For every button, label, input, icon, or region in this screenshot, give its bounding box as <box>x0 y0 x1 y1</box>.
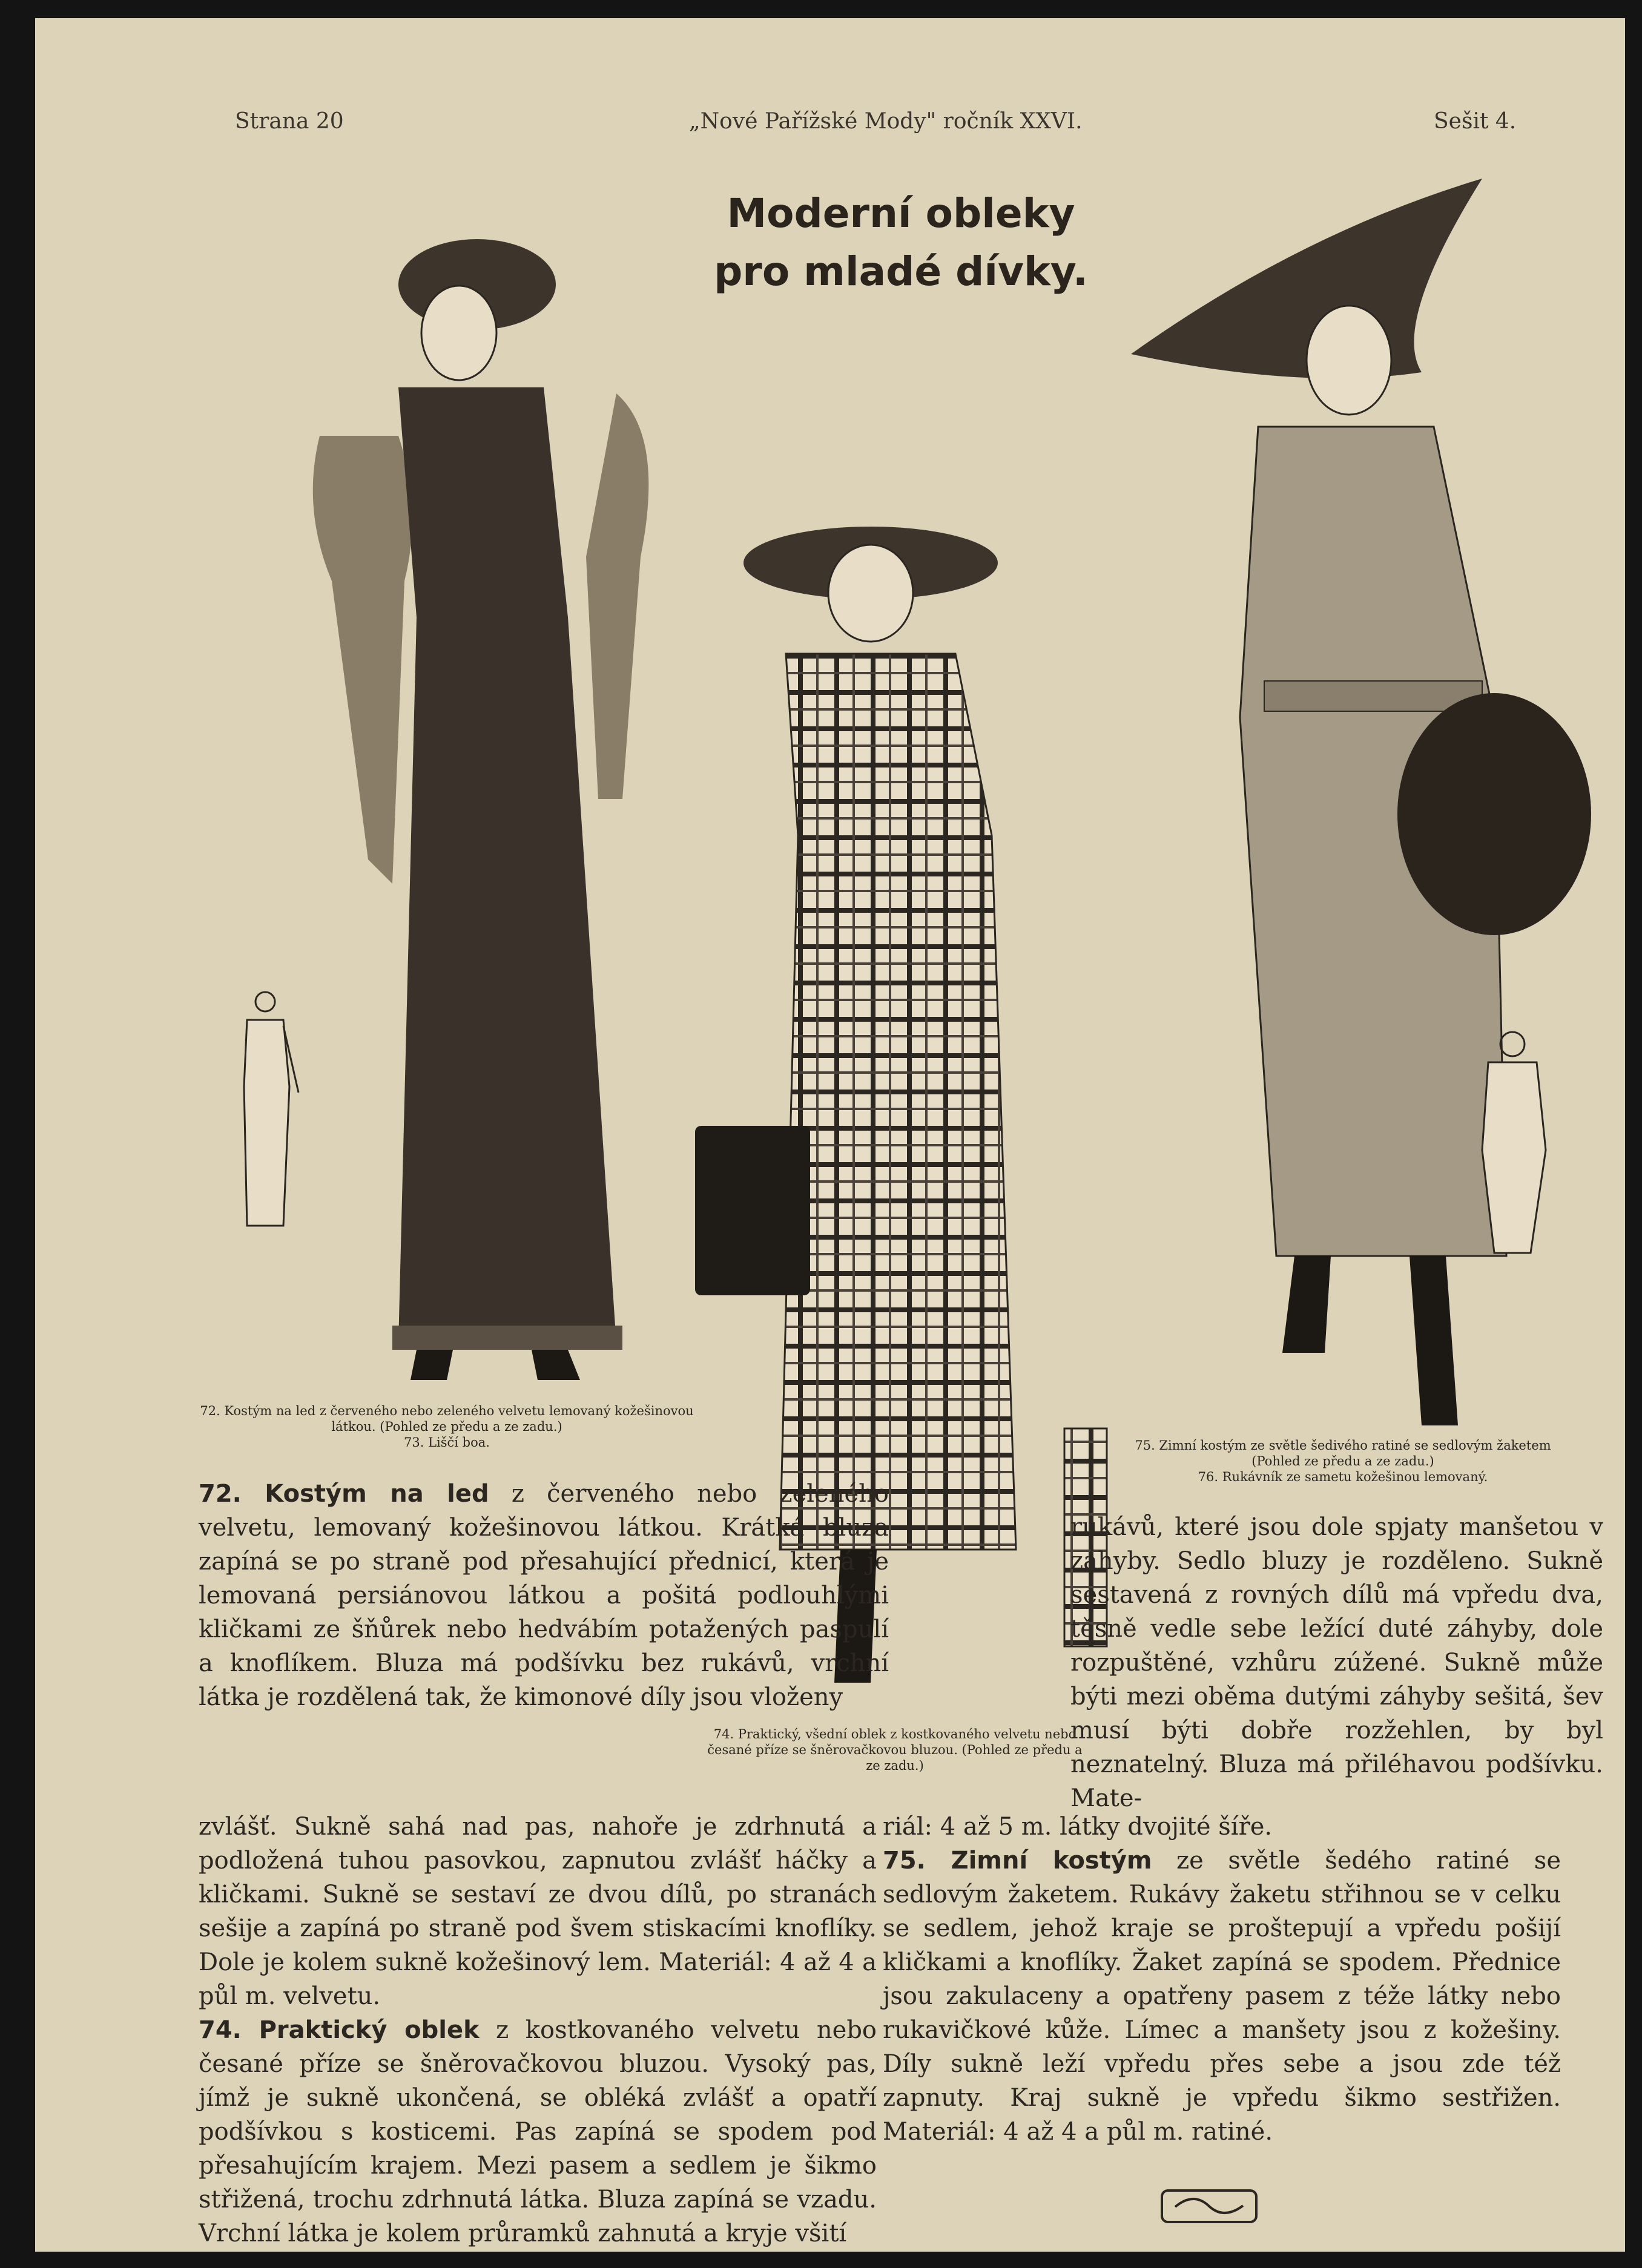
article-74-continuation <box>1070 1510 1603 1815</box>
page-title <box>689 185 1113 301</box>
title-line-2: pro mladé dívky. <box>714 248 1088 295</box>
article-72-74-bottom <box>199 1810 877 2250</box>
article-75 <box>883 1810 1561 2149</box>
paragraph-72: 72. Kostým na led z červeného nebo zeleného velvetu, lemovaný kožešinovou látkou. Krátká bluza zapíná se po straně pod přesahující přednicí, která je lemovaná persiánovou látkou a pošitá podlouhlými kličkami ze šňůrek nebo hedvábím potažených paspulí a knoflíkem. Bluza má podšívku bez rukávů, vrchní látka je rozdělená tak, že kimonové díly jsou vloženy <box>199 1480 889 1711</box>
paragraph-74-continued: rukávů, které jsou dole spjaty manšetou v záhyby. Sedlo bluzy je rozděleno. Sukně sestavená z rovných dílů má vpředu dva, těsně vedle sebe ležící duté záhyby, dole rozpuštěné, vzhůru zúžené. Sukně může býti mezi oběma dutými záhyby sešitá, šev musí býti dobře rozžehlen, by byl neznatelný. Bluza má přiléhavou podšívku. Mate- <box>1070 1513 1603 1812</box>
issue-number: Sešit 4. <box>1434 109 1517 134</box>
magazine-page <box>35 18 1625 2252</box>
illustration-figure-75-back <box>1470 1029 1555 1259</box>
illustration-figure-72-back <box>235 990 302 1232</box>
caption-72: 72. Kostým na led z červeného nebo zeleného velvetu lemovaný kožešinovou látkou. (Pohled ze předu a ze zadu.) <box>200 1404 694 1434</box>
caption-76: 76. Rukávník ze sametu kožešinou lemovaný. <box>1198 1470 1488 1484</box>
page-number: Strana 20 <box>235 109 344 134</box>
heading-72: 72. Kostým na led <box>199 1480 489 1508</box>
caption-figure-75-76 <box>1113 1438 1573 1485</box>
heading-74: 74. Praktický oblek <box>199 2016 480 2044</box>
paragraph-75: 75. Zimní kostým ze světle šedého ratiné se sedlovým žaketem. Rukávy žaketu střihnou se v celku se sedlem, jehož kraje se proštepují a vpředu pošijí kličkami a knoflíky. Žaket zapíná se spodem. Přednice jsou zakulaceny a opatřeny pasem z téže látky nebo rukavičkové kůže. Límec a manšety jsou z kožešiny. Díly sukně leží vpředu přes sebe a jsou zde též zapnuty. Kraj sukně je vpředu šikmo sestřižen. Materiál: 4 až 4 a půl m. ratiné. <box>883 1847 1561 2146</box>
paragraph-72-cont: zvlášť. Sukně sahá nad pas, nahoře je zdrhnutá a podložená tuhou pasovkou, zapnutou zvlášť háčky a kličkami. Sukně se sestaví ze dvou dílů, po stranách sešije a zapíná po straně pod švem stiskacími knoflíky. Dole je kolem sukně kožešinový lem. Materiál: 4 až 4 a půl m. velvetu. <box>199 1813 877 2010</box>
paragraph-74: 74. Praktický oblek z kostkovaného velvetu nebo česané příze se šněrovačkovou bluzou. Vysoký pas, jímž je sukně ukončená, se obléká zvlášť a opatří podšívkou s kosticemi. Pas zapíná se spodem pod přesahujícím krajem. Mezi pasem a sedlem je šikmo střižená, trochu zdrhnutá látka. Bluza zapíná se vzadu. Vrchní látka je kolem průramků zahnutá a kryje všití <box>199 2016 877 2247</box>
heading-75: 75. Zimní kostým <box>883 1847 1152 1875</box>
title-line-1: Moderní obleky <box>727 190 1075 237</box>
paragraph-74-end: riál: 4 až 5 m. látky dvojité šíře. <box>883 1813 1273 1841</box>
end-ornament <box>1160 2189 1258 2224</box>
caption-75: 75. Zimní kostým ze světle šedivého ratiné se sedlovým žaketem (Pohled ze předu a ze zadu.) <box>1135 1438 1551 1468</box>
caption-figure-72-73 <box>199 1403 695 1450</box>
caption-73: 73. Liščí boa. <box>404 1435 490 1450</box>
article-72-column <box>199 1477 889 1714</box>
magazine-title: „Nové Pařížské Mody" ročník XXVI. <box>689 109 1083 134</box>
caption-figure-74: 74. Praktický, všední oblek z kostkovaného velvetu nebo česané příze se šněrovačkovou bluzou. (Pohled ze předu a ze zadu.) <box>707 1727 1083 1773</box>
illustration-figure-72 <box>277 194 713 1380</box>
